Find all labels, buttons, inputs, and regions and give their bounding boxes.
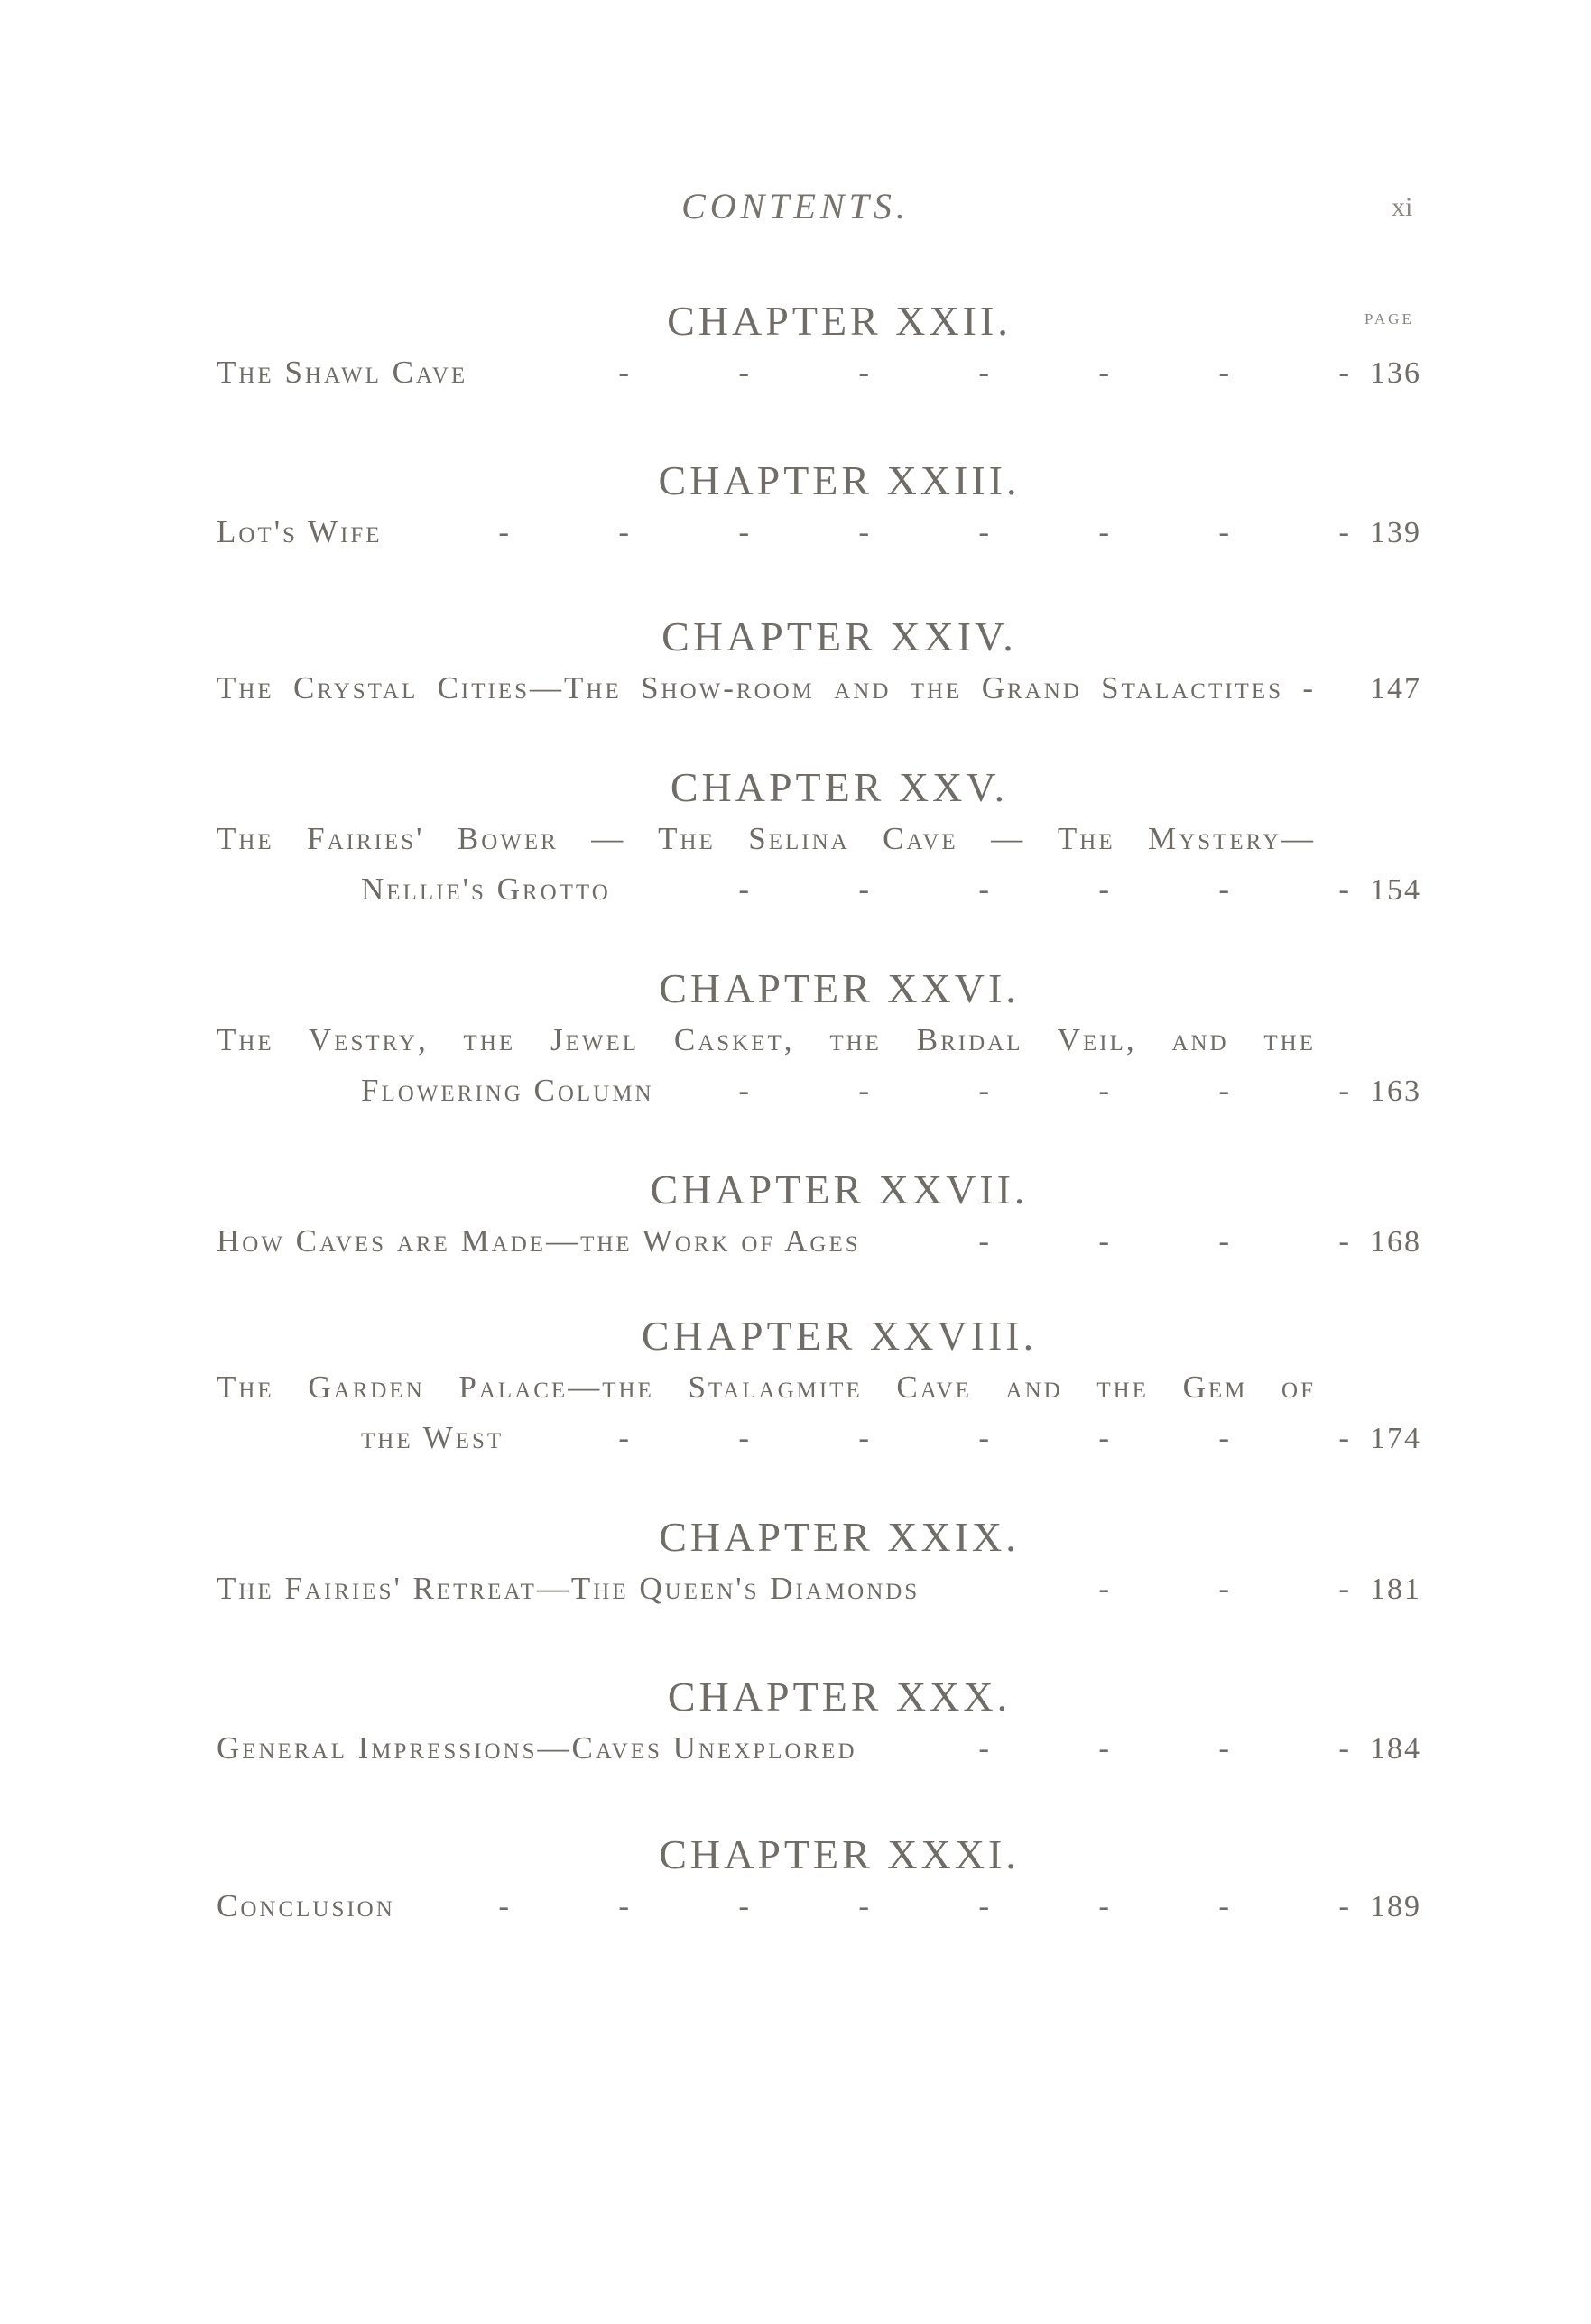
dot-leader: - - - - - - [738,1073,1349,1108]
page-number: 168 [1370,1225,1421,1259]
page-number: 147 [1370,672,1421,706]
chapter-heading: CHAPTER XXVI. [659,965,1020,1011]
chapter-heading: CHAPTER XXIII. [658,457,1021,503]
dot-leader: - - - - - - - - [498,514,1349,549]
entry-title: the West [361,1420,504,1455]
entry-title: How Caves are Made—the Work of Ages [217,1223,861,1259]
dot-leader: - - - - - - - [618,1420,1349,1455]
contents-line [217,1725,1435,1775]
chapter-entry [217,760,1435,917]
entry-title: The Crystal Cities—The Show-room and the Grand Stalactites - [217,670,1316,706]
entry-title: Conclusion [217,1888,395,1923]
page-number: 174 [1370,1422,1421,1455]
page-folio: xi [1392,192,1413,222]
dot-leader: - - - - - - - - [498,1888,1349,1923]
page-number: 163 [1370,1074,1421,1108]
contents-line [217,349,1435,400]
contents-line [217,1565,1435,1616]
dot-leader: - - - - [978,1223,1349,1259]
contents-line [217,1364,1435,1415]
chapter-entry [217,1308,1435,1465]
entry-title: Flowering Column [361,1073,654,1108]
entry-title: The Shawl Cave [217,355,468,390]
entry-title: The Garden Palace—the Stalagmite Cave and the Gem of [217,1370,1316,1405]
running-title: CONTENTS. [681,186,910,226]
entry-title: Nellie's Grotto [361,872,611,907]
contents-line [217,665,1435,715]
dot-leader: - - - - [978,1730,1349,1766]
contents-line [217,509,1435,559]
chapter-heading: CHAPTER XXV. [670,764,1009,810]
chapter-heading: CHAPTER XXVII. [650,1167,1029,1213]
chapter-entry [217,453,1435,559]
contents-line [217,1067,1435,1118]
chapter-heading: CHAPTER XXVIII. [641,1313,1038,1359]
chapter-entry [217,1827,1435,1933]
page-number: 184 [1370,1732,1421,1766]
chapter-heading: CHAPTER XXIV. [661,613,1017,659]
page-number: 181 [1370,1572,1421,1606]
entry-title: The Fairies' Retreat—The Queen's Diamonds [217,1571,920,1606]
dot-leader: - - - [1098,1571,1349,1606]
chapter-heading: CHAPTER XXXI. [659,1831,1020,1877]
entry-title: The Vestry, the Jewel Casket, the Bridal Veil, and the [217,1022,1316,1057]
dot-leader: - - - - - - [738,872,1349,907]
contents-line [217,1017,1435,1067]
entry-title: The Fairies' Bower — The Selina Cave — The Mystery— [217,821,1316,856]
chapter-entry [217,1669,1435,1775]
chapter-entry [217,293,1435,400]
page-column-label: PAGE [1364,310,1414,327]
chapter-entry [217,609,1435,715]
dot-leader: - - - - - - - [618,355,1349,390]
page-number: 189 [1370,1890,1421,1923]
page-number: 139 [1370,516,1421,549]
chapter-entry [217,961,1435,1118]
contents-line [217,816,1435,866]
chapter-heading: CHAPTER XXIX. [659,1514,1020,1560]
chapter-heading: CHAPTER XXII. [667,298,1012,344]
chapter-entry [217,1162,1435,1268]
chapter-heading: CHAPTER XXX. [667,1674,1012,1720]
contents-line [217,1883,1435,1933]
entry-title: Lot's Wife [217,514,383,549]
entry-title: General Impressions—Caves Unexplored [217,1730,857,1766]
page-number: 136 [1370,356,1421,390]
running-head [0,185,1591,239]
contents-line [217,866,1435,917]
contents-line [217,1415,1435,1465]
chapter-entry [217,1509,1435,1616]
page-number: 154 [1370,873,1421,907]
contents-line [217,1218,1435,1268]
